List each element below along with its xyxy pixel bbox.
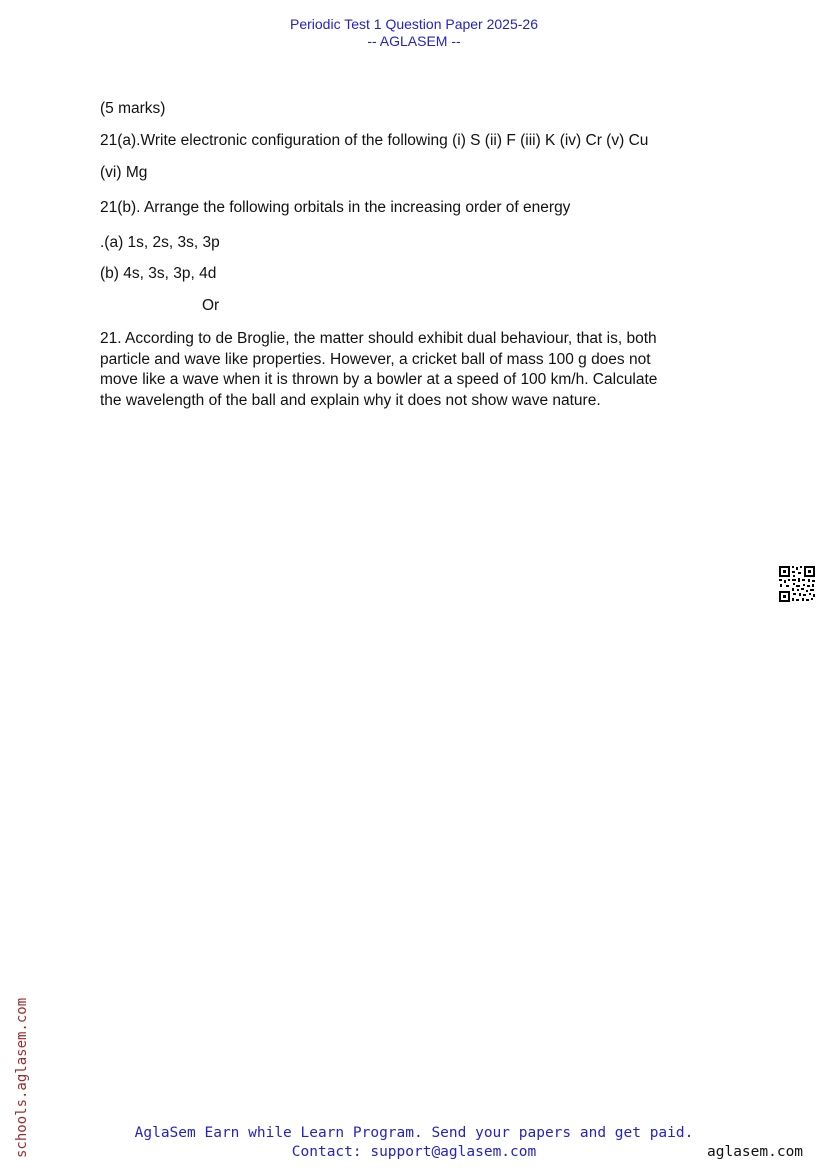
question-21b-part-a: .(a) 1s, 2s, 3s, 3p [100, 234, 220, 251]
question-21-alt-line-4: the wavelength of the ball and explain why it does not show wave nature. [100, 391, 601, 409]
question-21-alt-line-2: particle and wave like properties. However, a cricket ball of mass 100 g does not [100, 350, 651, 368]
question-21a-line-1: 21(a).Write electronic configuration of the following (i) S (ii) F (iii) K (iv) Cr (v) Cu [100, 132, 649, 149]
qr-code-icon[interactable] [778, 565, 816, 603]
question-21b: 21(b). Arrange the following orbitals in the increasing order of energy [100, 199, 571, 216]
question-21a-line-2: (vi) Mg [100, 164, 148, 181]
header-subtitle: -- AGLASEM -- [367, 33, 461, 49]
header-title: Periodic Test 1 Question Paper 2025-26 [289, 16, 538, 32]
question-21-alt-line-3: move like a wave when it is thrown by a bowler at a speed of 100 km/h. Calculate [100, 371, 658, 388]
page-header [0, 16, 828, 50]
question-21b-part-b: (b) 4s, 3s, 3p, 4d [100, 265, 217, 282]
footer-line-1: AglaSem Earn while Learn Program. Send your papers and get paid. [134, 1125, 694, 1141]
marks-label: (5 marks) [100, 100, 166, 117]
or-separator: Or [202, 297, 220, 314]
footer-contact[interactable]: Contact: support@aglasem.com [291, 1144, 537, 1160]
question-21-alt-line-1: 21. According to de Broglie, the matter should exhibit dual behaviour, that is, both [100, 330, 657, 347]
side-url-label: schools.aglasem.com [14, 997, 30, 1158]
footer-brand[interactable]: aglasem.com [707, 1144, 804, 1160]
question-21-alternative [100, 329, 720, 411]
